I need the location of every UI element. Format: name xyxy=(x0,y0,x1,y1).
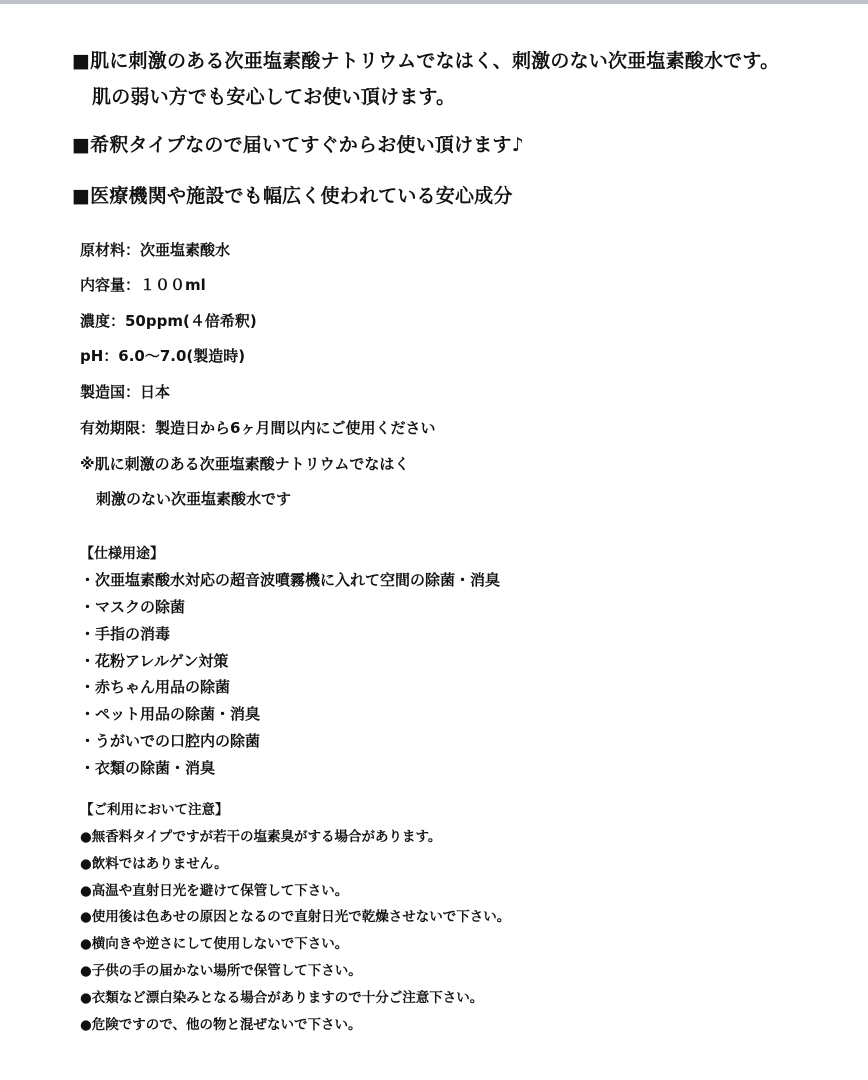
headline-1-line-1: ■肌に刺激のある次亜塩素酸ナトリウムでなはく、刺激のない次亜塩素酸水です。 xyxy=(72,50,780,72)
caution-item: ●使用後は色あせの原因となるので直射日光で乾燥させないで下さい。 xyxy=(80,909,511,925)
caution-item: ●危険ですので、他の物と混ぜないで下さい。 xyxy=(80,1017,362,1033)
caution-item: ●子供の手の届かない場所で保管して下さい。 xyxy=(80,963,362,979)
uses-item: ・うがいでの口腔内の除菌 xyxy=(80,732,261,750)
caution-item: ●飲料ではありません。 xyxy=(80,856,228,872)
spec-concentration: 濃度：50ppm(４倍希釈) xyxy=(80,312,257,330)
caution-item: ●横向きや逆さにして使用しないで下さい。 xyxy=(80,936,349,952)
uses-item: ・花粉アレルゲン対策 xyxy=(80,652,229,670)
uses-title: 【仕様用途】 xyxy=(80,546,164,562)
caution-item: ●無香料タイプですが若干の塩素臭がする場合があります。 xyxy=(80,829,442,845)
caution-item: ●高温や直射日光を避けて保管して下さい。 xyxy=(80,883,349,899)
uses-item: ・手指の消毒 xyxy=(80,625,171,643)
top-border xyxy=(0,0,868,4)
uses-item: ・マスクの除菌 xyxy=(80,598,186,616)
spec-ingredients: 原材料：次亜塩素酸水 xyxy=(80,241,231,259)
uses-item: ・ペット用品の除菌・消臭 xyxy=(80,705,261,723)
spec-note-line-1: ※肌に刺激のある次亜塩素酸ナトリウムでなはく xyxy=(80,455,410,473)
uses-item: ・赤ちゃん用品の除菌 xyxy=(80,678,231,696)
headline-2: ■希釈タイプなので届いてすぐからお使い頂けます♪ xyxy=(72,134,524,156)
spec-expiry: 有効期限：製造日から6ヶ月間以内にご使用ください xyxy=(80,419,436,437)
spec-country: 製造国：日本 xyxy=(80,383,171,401)
spec-volume: 内容量：１００ml xyxy=(80,276,206,294)
cautions-title: 【ご利用において注意】 xyxy=(80,802,229,818)
headline-1-line-2: 肌の弱い方でも安心してお使い頂けます。 xyxy=(92,86,456,108)
caution-item: ●衣類など漂白染みとなる場合がありますので十分ご注意下さい。 xyxy=(80,990,484,1006)
spec-note-line-2: 刺激のない次亜塩素酸水です xyxy=(96,490,292,508)
uses-item: ・次亜塩素酸水対応の超音波噴霧機に入れて空間の除菌・消臭 xyxy=(80,571,501,589)
headline-3: ■医療機関や施設でも幅広く使われている安心成分 xyxy=(72,185,513,207)
spec-ph: pH：6.0〜7.0(製造時) xyxy=(80,347,246,365)
uses-item: ・衣類の除菌・消臭 xyxy=(80,759,216,777)
